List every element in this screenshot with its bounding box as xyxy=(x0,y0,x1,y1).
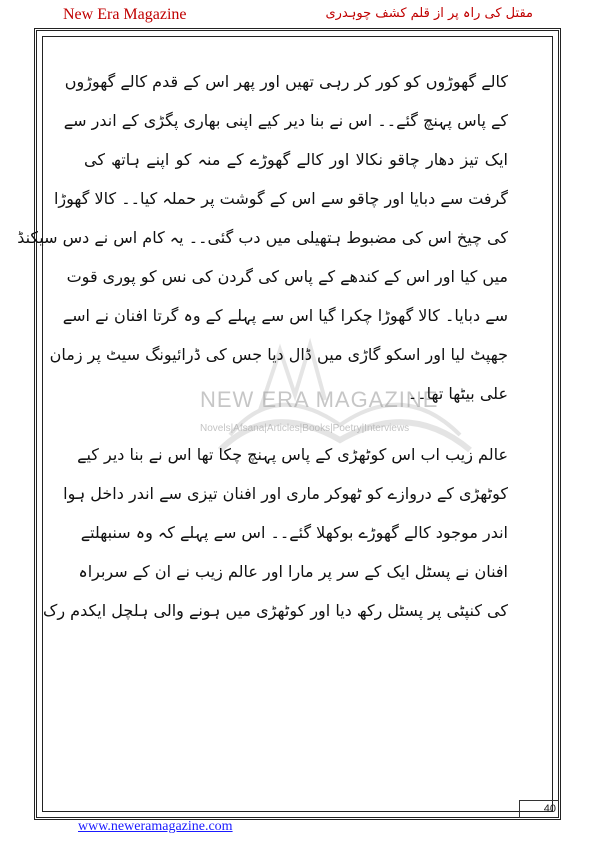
watermark-subtitle: Novels|Afsana|Articles|Books|Poetry|Interviews xyxy=(200,423,410,434)
paragraph-2 xyxy=(43,435,508,630)
text-line: علی بیٹھا تھا۔۔ xyxy=(407,384,508,403)
magazine-name: New Era Magazine xyxy=(63,6,187,23)
text-line: جھپٹ لیا اور اسکو گاڑی میں ڈال دیا جس کی ڈرائیونگ سیٹ پر زمان xyxy=(49,345,508,364)
text-line: افنان نے پسٹل ایک کے سر پر مارا اور عالم زیب نے ان کے سربراہ xyxy=(78,562,508,581)
text-line: گرفت سے دبایا اور چاقو سے اس کے گوشت پر حملہ کیا۔۔ کالا گھوڑا xyxy=(53,189,508,208)
watermark-title: NEW ERA MAGAZINE xyxy=(200,387,439,412)
page-number-box xyxy=(519,800,559,818)
text-line: کالے گھوڑوں کو کور کر رہی تھیں اور پھر اس کے قدم کالے گھوڑوں xyxy=(64,72,508,91)
page-number: 40 xyxy=(543,803,556,815)
text-line: کے پاس پہنچ گئے۔۔ اس نے بنا دیر کیے اپنی بھاری پگڑی کے اندر سے xyxy=(63,111,508,130)
text-line: میں کیا اور اس کے کندھے کے پاس کی گردن کی نس کو پوری قوت xyxy=(66,267,508,286)
text-line: کوٹھڑی کے دروازے کو ٹھوکر ماری اور افنان تیزی سے اندر داخل ہوا xyxy=(63,484,508,503)
text-line: سے دبایا۔ کالا گھوڑا چکرا گیا اس سے پہلے کے وہ گرتا افنان نے اسے xyxy=(62,306,508,325)
text-line: کی کنپٹی پر پسٹل رکھ دیا اور کوٹھڑی میں ہونے والی ہلچل ایکدم رک xyxy=(43,601,508,620)
paragraph-gap xyxy=(84,413,508,435)
paragraph-1 xyxy=(17,62,508,413)
text-line: عالم زیب اب اس کوٹھڑی کے پاس پہنچ چکا تھا اس نے بنا دیر کیے xyxy=(77,445,508,464)
text-line: اندر موجود کالے گھوڑے بوکھلا گئے۔۔ اس سے پہلے کہ وہ سنبھلتے xyxy=(80,523,508,542)
text-line: کی چیخ اس کی مضبوط ہتھیلی میں دب گئی۔۔ یہ کام اس نے دس سیکنڈ xyxy=(17,228,508,247)
story-credit: مقتل کی راہ پر از قلم کشف چوہدری xyxy=(325,6,533,21)
footer-website-link[interactable]: www.neweramagazine.com xyxy=(78,819,233,834)
text-line: ایک تیز دھار چاقو نکالا اور کالے گھوڑے کے منہ کو اپنے ہاتھ کی xyxy=(84,150,508,169)
story-text xyxy=(17,62,508,630)
